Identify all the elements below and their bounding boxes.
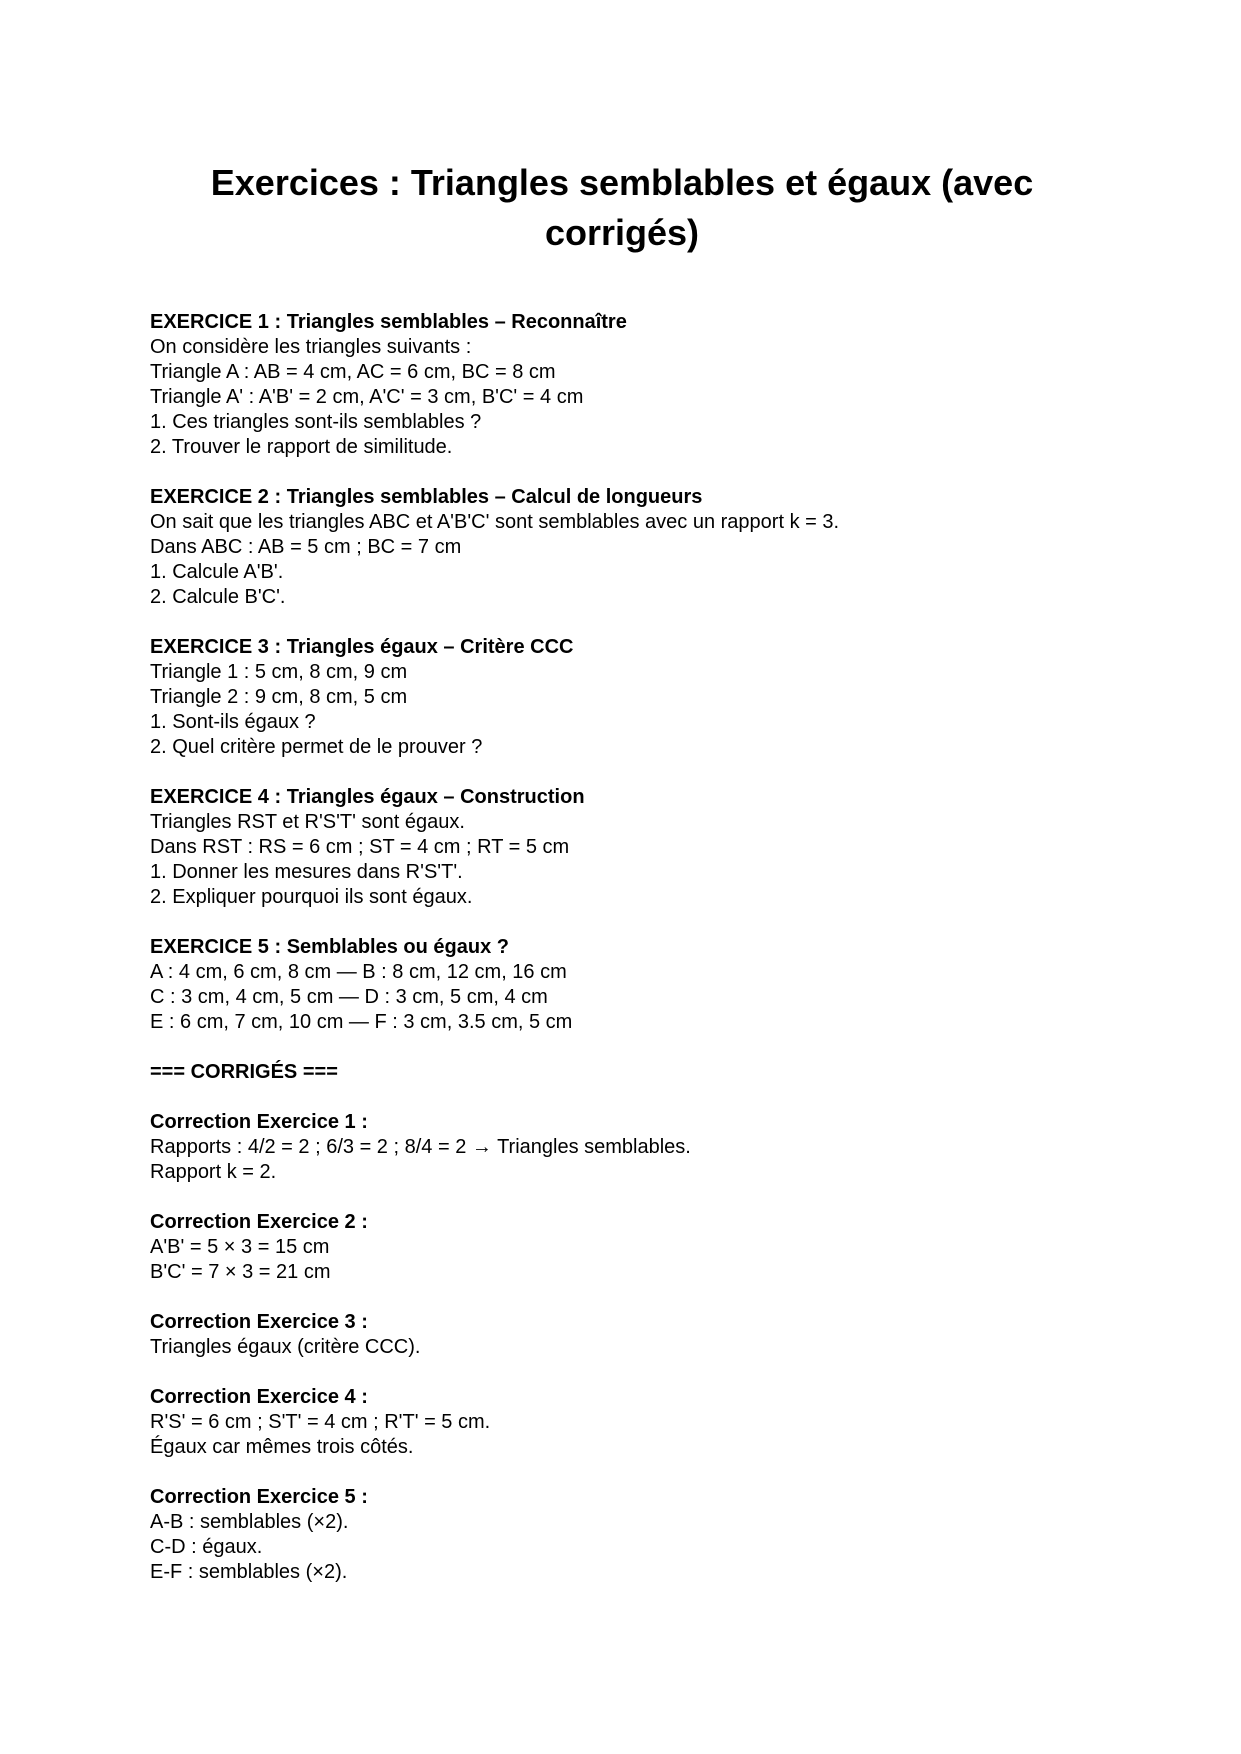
text-line: 1. Donner les mesures dans R'S'T'. [150,861,463,883]
text-line: Triangle 1 : 5 cm, 8 cm, 9 cm [150,661,408,683]
correction-4-heading: Correction Exercice 4 : [150,1386,368,1408]
correction-3-heading: Correction Exercice 3 : [150,1311,368,1333]
section-correction-3 [150,1310,1094,1360]
section-exercice-2 [150,485,1094,610]
text-line: Dans RST : RS = 6 cm ; ST = 4 cm ; RT = 5 cm [150,836,570,858]
corriges-divider-heading: === CORRIGÉS === [150,1061,338,1083]
text-line: C : 3 cm, 4 cm, 5 cm — D : 3 cm, 5 cm, 4 cm [150,986,548,1008]
text-line: E-F : semblables (×2). [150,1561,348,1583]
exercice-3-heading: EXERCICE 3 : Triangles égaux – Critère CCC [150,636,574,658]
text-line: On considère les triangles suivants : [150,336,472,358]
section-exercice-3 [150,635,1094,760]
section-correction-1 [150,1110,1094,1185]
text-line: Triangle A : AB = 4 cm, AC = 6 cm, BC = 8 cm [150,361,556,383]
text-line: Triangle A' : A'B' = 2 cm, A'C' = 3 cm, B'C' = 4 cm [150,386,584,408]
section-exercice-1 [150,310,1094,460]
text-line: A-B : semblables (×2). [150,1511,349,1533]
text-line: 1. Ces triangles sont-ils semblables ? [150,411,482,433]
text-line: 2. Quel critère permet de le prouver ? [150,736,483,758]
text-line: Triangles RST et R'S'T' sont égaux. [150,811,465,833]
text-line: Triangle 2 : 9 cm, 8 cm, 5 cm [150,686,408,708]
section-corriges-divider [150,1060,1094,1085]
section-correction-5 [150,1485,1094,1585]
exercice-2-heading: EXERCICE 2 : Triangles semblables – Calcul de longueurs [150,486,703,508]
text-line: Dans ABC : AB = 5 cm ; BC = 7 cm [150,536,462,558]
text-line: 2. Trouver le rapport de similitude. [150,436,453,458]
text-line: On sait que les triangles ABC et A'B'C' sont semblables avec un rapport k = 3. [150,511,840,533]
section-correction-2 [150,1210,1094,1285]
section-exercice-5 [150,935,1094,1035]
text-line: B'C' = 7 × 3 = 21 cm [150,1261,331,1283]
text-line: A : 4 cm, 6 cm, 8 cm — B : 8 cm, 12 cm, 16 cm [150,961,567,983]
text-line: E : 6 cm, 7 cm, 10 cm — F : 3 cm, 3.5 cm, 5 cm [150,1011,573,1033]
text-line: R'S' = 6 cm ; S'T' = 4 cm ; R'T' = 5 cm. [150,1411,491,1433]
correction-1-heading: Correction Exercice 1 : [150,1111,368,1133]
text-line: Triangles égaux (critère CCC). [150,1336,421,1358]
text-line: 2. Expliquer pourquoi ils sont égaux. [150,886,473,908]
text-line: 2. Calcule B'C'. [150,586,286,608]
page-title: Exercices : Triangles semblables et égaux (avec corrigés) [210,162,1034,253]
text-line: Égaux car mêmes trois côtés. [150,1436,414,1458]
text-line: A'B' = 5 × 3 = 15 cm [150,1236,330,1258]
correction-5-heading: Correction Exercice 5 : [150,1486,368,1508]
section-correction-4 [150,1385,1094,1460]
text-line: 1. Calcule A'B'. [150,561,284,583]
section-exercice-4 [150,785,1094,910]
exercice-4-heading: EXERCICE 4 : Triangles égaux – Construction [150,786,585,808]
correction-2-heading: Correction Exercice 2 : [150,1211,368,1233]
text-line: 1. Sont-ils égaux ? [150,711,316,733]
text-line: Rapport k = 2. [150,1161,277,1183]
exercice-1-heading: EXERCICE 1 : Triangles semblables – Reconnaître [150,311,627,333]
text-line: Rapports : 4/2 = 2 ; 6/3 = 2 ; 8/4 = 2 → Triangles semblables. [150,1136,691,1158]
text-line: C-D : égaux. [150,1536,263,1558]
exercice-5-heading: EXERCICE 5 : Semblables ou égaux ? [150,936,509,958]
